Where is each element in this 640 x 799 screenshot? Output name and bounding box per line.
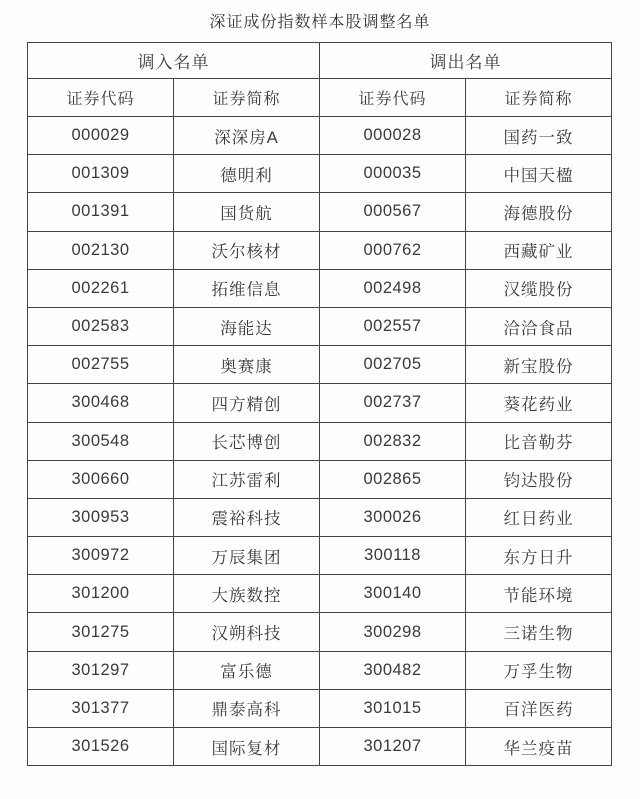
- table-row: [28, 346, 612, 384]
- sub-header-row: [28, 79, 612, 117]
- security-name-cell: 万孚生物: [466, 651, 612, 689]
- security-code-cell: 002865: [320, 460, 466, 498]
- security-code-cell: 301207: [320, 728, 466, 766]
- security-name-cell: 沃尔核材: [174, 231, 320, 269]
- security-name-cell: 钧达股份: [466, 460, 612, 498]
- table-row: [28, 231, 612, 269]
- table-row: [28, 498, 612, 536]
- security-code-cell: 300660: [28, 460, 174, 498]
- security-name-cell: 百洋医药: [466, 689, 612, 727]
- group-header-transfer-in: 调入名单: [28, 43, 320, 79]
- security-name-cell: 长芯博创: [174, 422, 320, 460]
- table-row: [28, 689, 612, 727]
- sub-header-code-in: 证券代码: [28, 79, 174, 117]
- security-name-cell: 葵花药业: [466, 384, 612, 422]
- table-row: [28, 613, 612, 651]
- security-code-cell: 001391: [28, 193, 174, 231]
- security-code-cell: 301275: [28, 613, 174, 651]
- security-name-cell: 深深房A: [174, 117, 320, 155]
- table-row: [28, 155, 612, 193]
- security-code-cell: 000762: [320, 231, 466, 269]
- security-code-cell: 000567: [320, 193, 466, 231]
- security-code-cell: 300140: [320, 575, 466, 613]
- security-code-cell: 002705: [320, 346, 466, 384]
- security-name-cell: 国货航: [174, 193, 320, 231]
- security-name-cell: 大族数控: [174, 575, 320, 613]
- security-name-cell: 新宝股份: [466, 346, 612, 384]
- sub-header-name-out: 证券简称: [466, 79, 612, 117]
- security-name-cell: 四方精创: [174, 384, 320, 422]
- security-code-cell: 002737: [320, 384, 466, 422]
- security-code-cell: 300972: [28, 537, 174, 575]
- security-code-cell: 000029: [28, 117, 174, 155]
- security-code-cell: 000035: [320, 155, 466, 193]
- security-code-cell: 300953: [28, 498, 174, 536]
- security-code-cell: 002130: [28, 231, 174, 269]
- security-name-cell: 汉朔科技: [174, 613, 320, 651]
- security-code-cell: 300118: [320, 537, 466, 575]
- security-code-cell: 301377: [28, 689, 174, 727]
- security-code-cell: 300548: [28, 422, 174, 460]
- table-row: [28, 575, 612, 613]
- security-name-cell: 节能环境: [466, 575, 612, 613]
- security-name-cell: 德明利: [174, 155, 320, 193]
- security-code-cell: 301200: [28, 575, 174, 613]
- security-code-cell: 300298: [320, 613, 466, 651]
- security-name-cell: 江苏雷利: [174, 460, 320, 498]
- security-code-cell: 301015: [320, 689, 466, 727]
- security-code-cell: 002557: [320, 307, 466, 345]
- group-header-row: [28, 43, 612, 79]
- table-row: [28, 117, 612, 155]
- table-row: [28, 651, 612, 689]
- security-name-cell: 洽洽食品: [466, 307, 612, 345]
- security-name-cell: 三诺生物: [466, 613, 612, 651]
- table-row: [28, 307, 612, 345]
- table-row: [28, 537, 612, 575]
- security-name-cell: 比音勒芬: [466, 422, 612, 460]
- security-code-cell: 001309: [28, 155, 174, 193]
- security-name-cell: 红日药业: [466, 498, 612, 536]
- security-name-cell: 国药一致: [466, 117, 612, 155]
- table-row: [28, 728, 612, 766]
- security-name-cell: 汉缆股份: [466, 269, 612, 307]
- security-code-cell: 300468: [28, 384, 174, 422]
- security-code-cell: 002498: [320, 269, 466, 307]
- table-row: [28, 422, 612, 460]
- security-code-cell: 301526: [28, 728, 174, 766]
- group-header-transfer-out: 调出名单: [320, 43, 612, 79]
- security-name-cell: 海德股份: [466, 193, 612, 231]
- table-row: [28, 460, 612, 498]
- security-name-cell: 鼎泰高科: [174, 689, 320, 727]
- security-code-cell: 000028: [320, 117, 466, 155]
- sub-header-name-in: 证券简称: [174, 79, 320, 117]
- table-body: [28, 117, 612, 766]
- security-name-cell: 海能达: [174, 307, 320, 345]
- security-code-cell: 002261: [28, 269, 174, 307]
- security-code-cell: 002583: [28, 307, 174, 345]
- security-name-cell: 中国天楹: [466, 155, 612, 193]
- security-code-cell: 301297: [28, 651, 174, 689]
- security-name-cell: 奥赛康: [174, 346, 320, 384]
- security-name-cell: 华兰疫苗: [466, 728, 612, 766]
- table-row: [28, 384, 612, 422]
- table-row: [28, 193, 612, 231]
- security-code-cell: 300482: [320, 651, 466, 689]
- table-header: [28, 43, 612, 117]
- security-name-cell: 西藏矿业: [466, 231, 612, 269]
- table-row: [28, 269, 612, 307]
- security-name-cell: 震裕科技: [174, 498, 320, 536]
- page-title: 深证成份指数样本股调整名单: [209, 14, 431, 31]
- security-code-cell: 002832: [320, 422, 466, 460]
- security-name-cell: 拓维信息: [174, 269, 320, 307]
- security-name-cell: 富乐德: [174, 651, 320, 689]
- sub-header-code-out: 证券代码: [320, 79, 466, 117]
- security-code-cell: 300026: [320, 498, 466, 536]
- security-name-cell: 东方日升: [466, 537, 612, 575]
- index-adjustment-table: [27, 42, 612, 766]
- security-code-cell: 002755: [28, 346, 174, 384]
- security-name-cell: 国际复材: [174, 728, 320, 766]
- security-name-cell: 万辰集团: [174, 537, 320, 575]
